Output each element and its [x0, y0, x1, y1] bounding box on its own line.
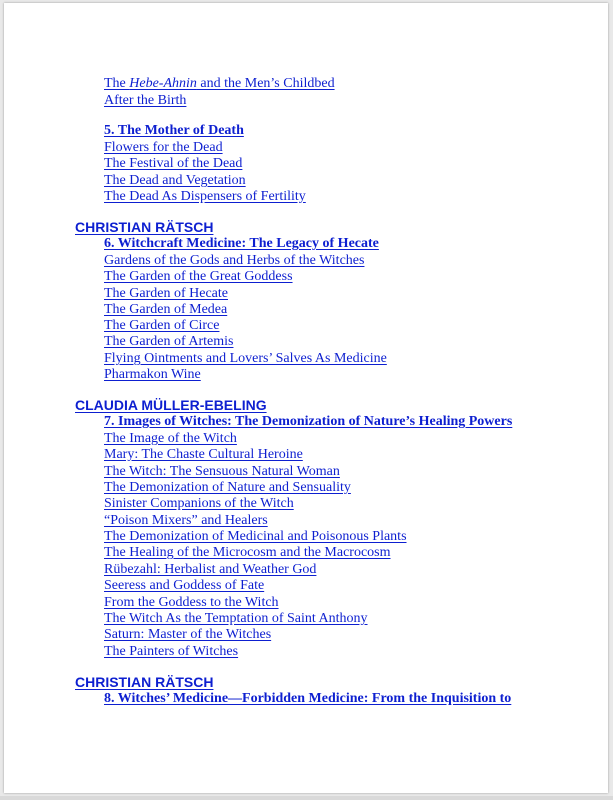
chapter-8-heading[interactable]: 8. Witches’ Medicine—Forbidden Medicine: From the Inquisition to: [104, 691, 512, 706]
toc-link[interactable]: The Garden of the Great Goddess: [104, 269, 293, 284]
toc-link[interactable]: Flowers for the Dead: [104, 140, 223, 155]
toc-link[interactable]: The Demonization of Medicinal and Poisonous Plants: [104, 529, 407, 544]
toc-link[interactable]: The Garden of Medea: [104, 302, 228, 317]
toc-link[interactable]: Saturn: Master of the Witches: [104, 627, 272, 642]
toc-link[interactable]: The Witch As the Temptation of Saint Anthony: [104, 611, 368, 626]
toc-link[interactable]: The Dead As Dispensers of Fertility: [104, 189, 306, 204]
toc-link[interactable]: The Garden of Artemis: [104, 334, 234, 349]
toc-link[interactable]: Seeress and Goddess of Fate: [104, 578, 265, 593]
toc-link-after-birth[interactable]: After the Birth: [104, 93, 187, 108]
document-page: [4, 3, 608, 793]
toc-link[interactable]: “Poison Mixers” and Healers: [104, 513, 268, 528]
chapter-6-heading[interactable]: 6. Witchcraft Medicine: The Legacy of Hecate: [104, 236, 379, 251]
toc-link[interactable]: The Witch: The Sensuous Natural Woman: [104, 464, 340, 479]
author-name[interactable]: CHRISTIAN RÄTSCH: [75, 674, 214, 690]
toc-link[interactable]: The Garden of Circe: [104, 318, 220, 333]
toc-link[interactable]: The Dead and Vegetation: [104, 173, 246, 188]
italic-term: Hebe-Ahnin: [129, 76, 197, 91]
page-gap-divider: [0, 796, 613, 800]
toc-link[interactable]: The Image of the Witch: [104, 431, 237, 446]
toc-link[interactable]: The Painters of Witches: [104, 644, 239, 659]
toc-link[interactable]: The Demonization of Nature and Sensuality: [104, 480, 351, 495]
toc-link[interactable]: From the Goddess to the Witch: [104, 595, 279, 610]
toc-link[interactable]: Pharmakon Wine: [104, 367, 201, 382]
author-name[interactable]: CLAUDIA MÜLLER-EBELING: [75, 397, 267, 413]
toc-link[interactable]: The Healing of the Microcosm and the Macrocosm: [104, 545, 391, 560]
toc-link[interactable]: Flying Ointments and Lovers’ Salves As Medicine: [104, 351, 387, 366]
toc-link[interactable]: Mary: The Chaste Cultural Heroine: [104, 447, 303, 462]
toc-link[interactable]: Gardens of the Gods and Herbs of the Witches: [104, 253, 365, 268]
toc-link[interactable]: Rübezahl: Herbalist and Weather God: [104, 562, 317, 577]
toc-link[interactable]: Sinister Companions of the Witch: [104, 496, 294, 511]
toc-link[interactable]: The Festival of the Dead: [104, 156, 243, 171]
toc-link[interactable]: The Garden of Hecate: [104, 286, 228, 301]
author-name[interactable]: CHRISTIAN RÄTSCH: [75, 219, 214, 235]
toc-link-hebe-ahnin[interactable]: The Hebe-Ahnin and the Men’s Childbed: [104, 76, 335, 91]
chapter-5-heading[interactable]: 5. The Mother of Death: [104, 123, 244, 138]
chapter-7-heading[interactable]: 7. Images of Witches: The Demonization of Nature’s Healing Powers: [104, 414, 513, 429]
